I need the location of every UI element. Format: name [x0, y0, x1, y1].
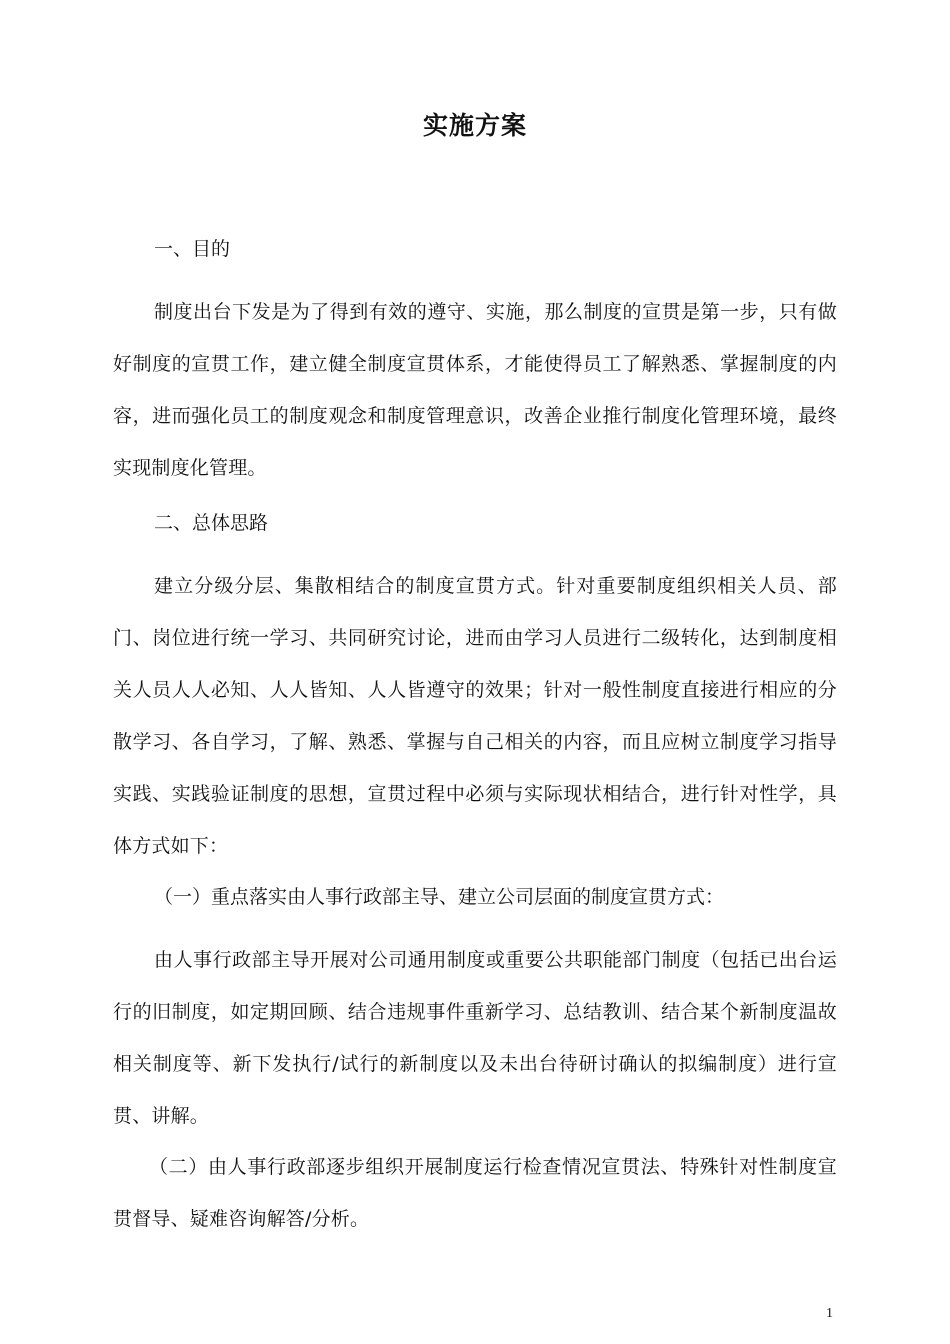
subsection-paragraph-1: 由人事行政部主导开展对公司通用制度或重要公共职能部门制度（包括已出台运行的旧制度，如定期回顾、结合违规事件重新学习、总结教训、结合某个新制度温故相关制度等、新下发执行/试行的新制度以及未出台待研讨确认的拟编制度）进行宣贯、讲解。: [113, 949, 837, 1127]
subsection-paragraph-2: （二）由人事行政部逐步组织开展制度运行检查情况宣贯法、特殊针对性制度宣贯督导、疑难咨询解答/分析。: [113, 1156, 837, 1230]
section-paragraph-overall-approach: 建立分级分层、集散相结合的制度宣贯方式。针对重要制度组织相关人员、部门、岗位进行统一学习、共同研究讨论，进而由学习人员进行二级转化，达到制度相关人员人人必知、人人皆知、人人皆遵守的效果；针对一般性制度直接进行相应的分散学习、各自学习，了解、熟悉、掌握与自己相关的内容，而且应树立制度学习指导实践、实践验证制度的思想，宣贯过程中必须与实际现状相结合，进行针对性学，具体方式如下：: [113, 575, 837, 857]
section-heading-overall-approach: 二、总体思路: [154, 512, 269, 534]
document-title: 实施方案: [422, 111, 527, 140]
section-heading-purpose: 一、目的: [154, 238, 231, 260]
section-paragraph-purpose: 制度出台下发是为了得到有效的遵守、实施，那么制度的宣贯是第一步，只有做好制度的宣贯工作，建立健全制度宣贯体系，才能使得员工了解熟悉、掌握制度的内容，进而强化员工的制度观念和制度管理意识，改善企业推行制度化管理环境，最终实现制度化管理。: [113, 301, 837, 479]
subsection-heading-1: （一）重点落实由人事行政部主导、建立公司层面的制度宣贯方式：: [154, 886, 725, 908]
page-number: 1: [826, 1306, 833, 1321]
